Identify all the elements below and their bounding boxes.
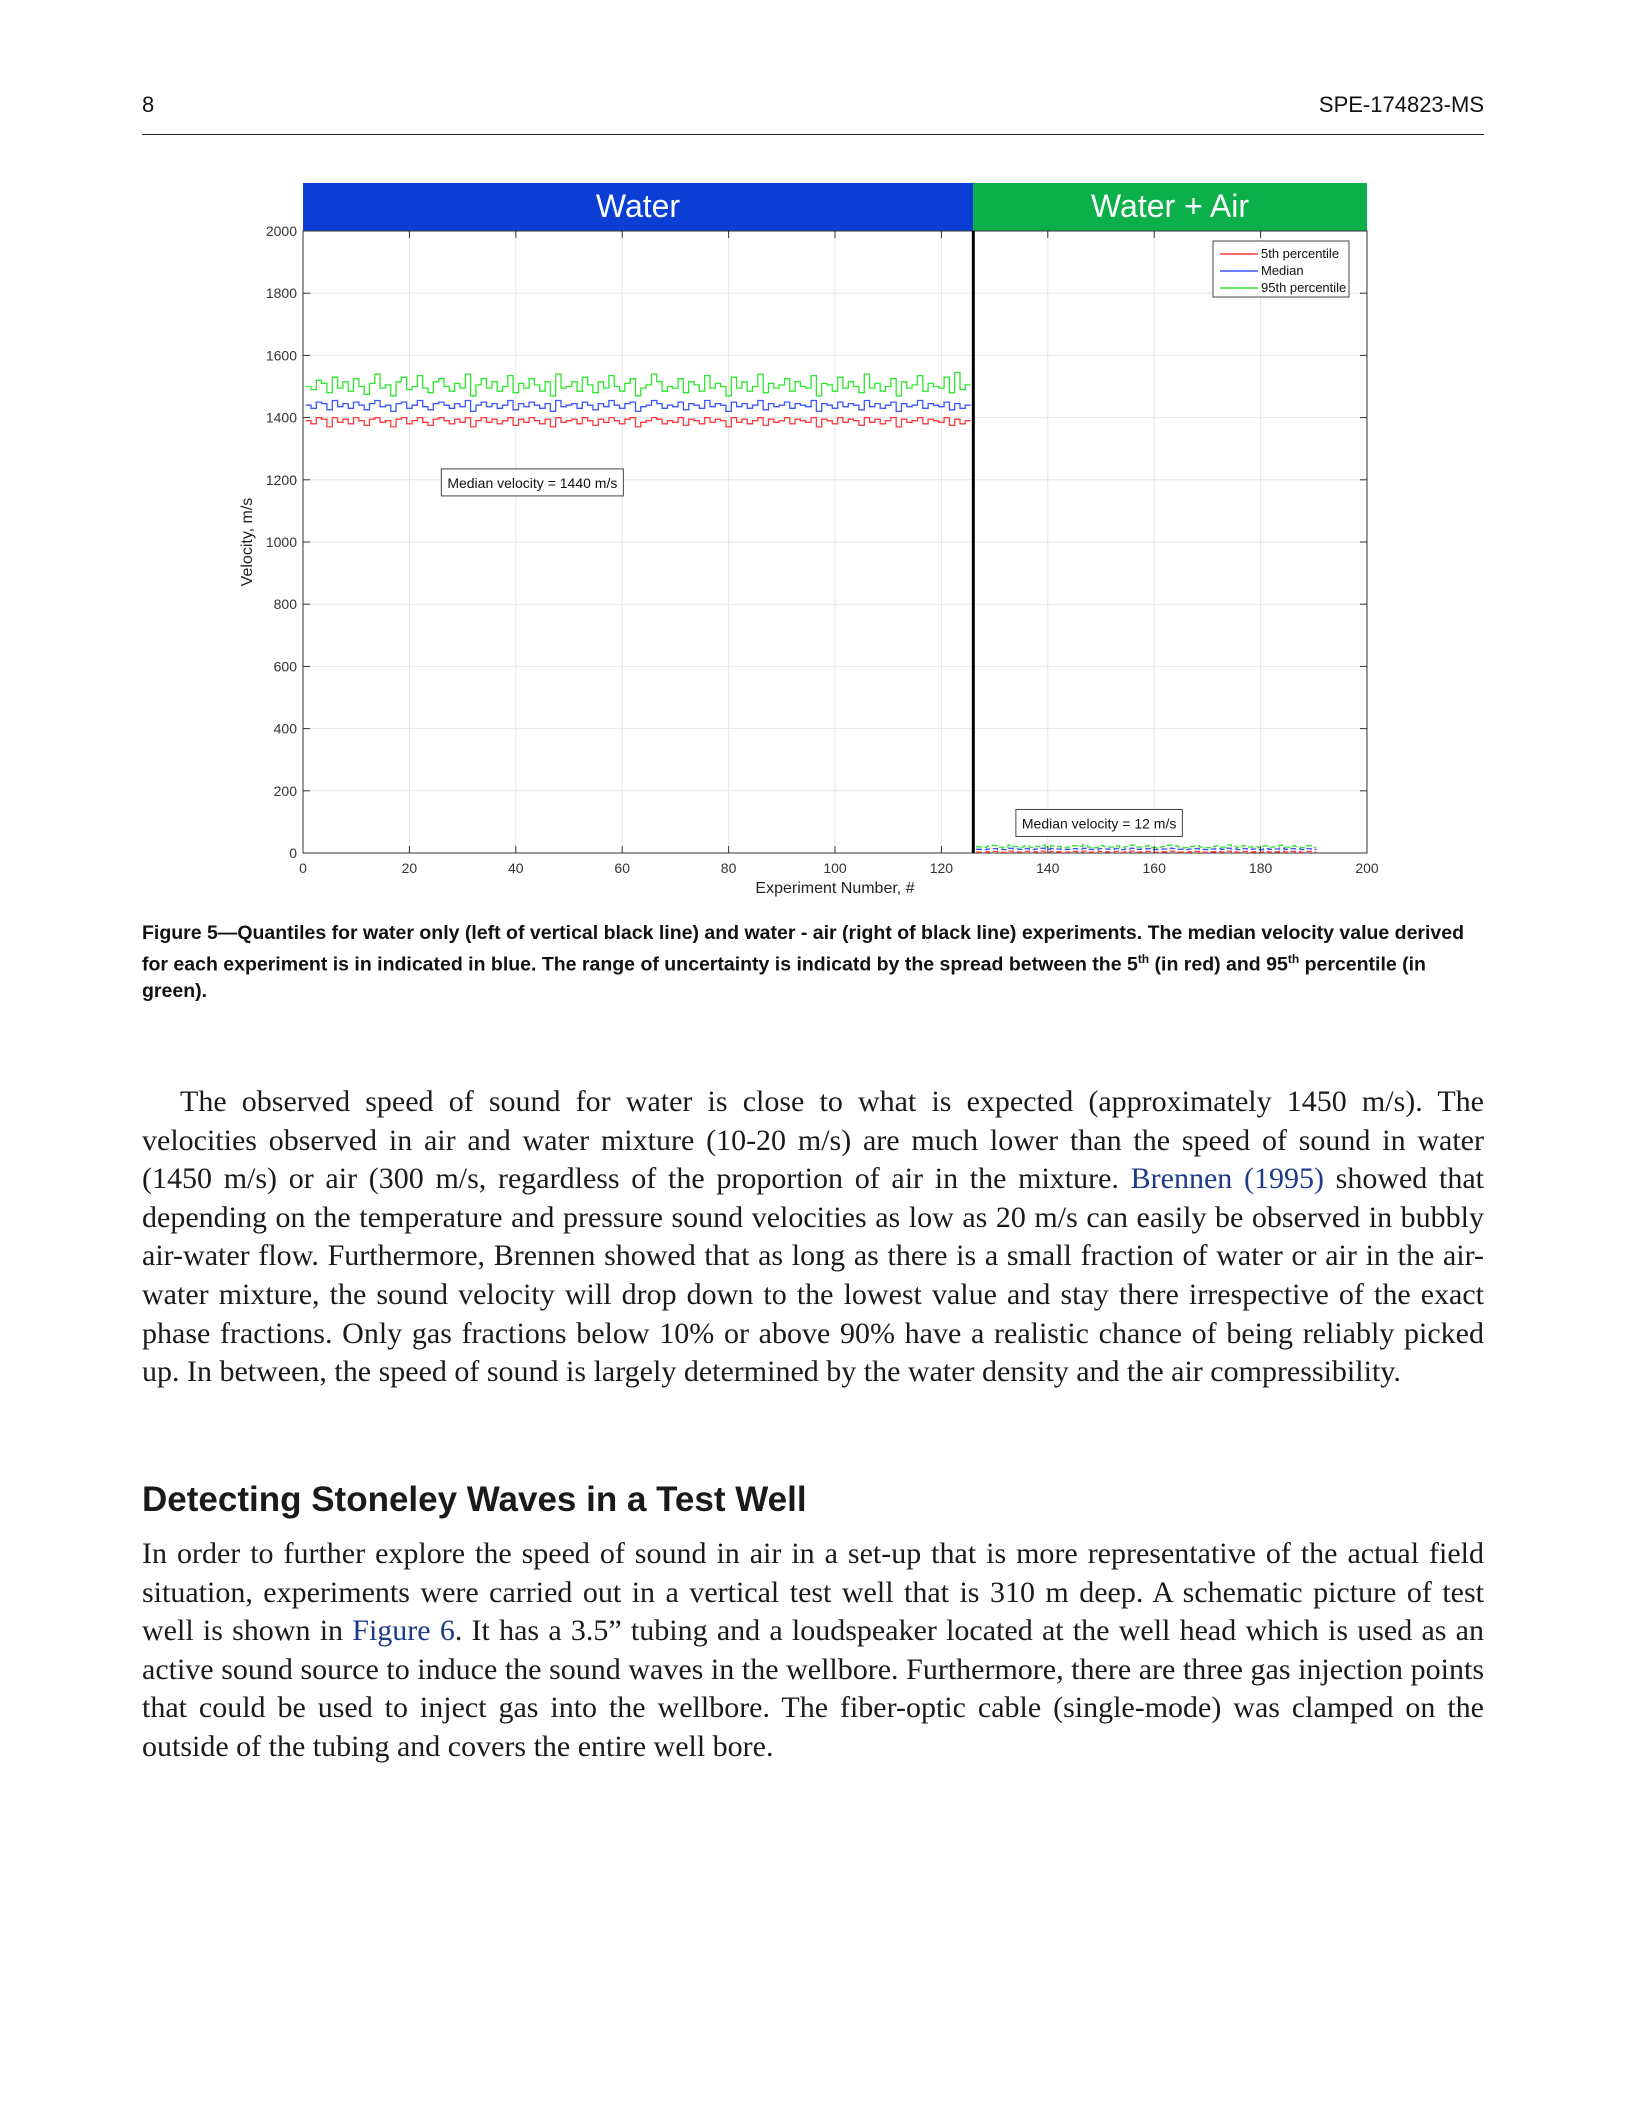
series-5th-percentile-water xyxy=(306,418,971,427)
document-id: SPE-174823-MS xyxy=(1318,92,1484,117)
figure-6-link[interactable]: Figure 6 xyxy=(352,1614,455,1648)
y-tick-label: 800 xyxy=(273,596,297,613)
x-tick-label: 100 xyxy=(823,860,847,876)
x-tick-label: 160 xyxy=(1142,860,1166,876)
banner-water-air-label: Water + Air xyxy=(1091,188,1249,224)
y-tick-label: 1400 xyxy=(265,409,297,426)
grid xyxy=(303,231,1367,853)
y-tick-label: 0 xyxy=(289,845,297,861)
paragraph-2-text-a: In order to further explore the speed of sound in air in a set-up that is more representative of the actual field situation, experiments were carried out in a vertical test well that is 310 m deep. A schematic picture of test well is shown in xyxy=(142,1537,1484,1648)
series-5th-percentile-air xyxy=(976,851,1317,852)
body-paragraph-1 xyxy=(142,1083,1484,1392)
x-tick-label: 80 xyxy=(720,860,737,876)
y-tick-label: 1200 xyxy=(265,471,297,488)
legend-label-p95: 95th percentile xyxy=(1261,280,1347,295)
legend xyxy=(1213,241,1349,297)
annotation-label-2: Median velocity = 12 m/s xyxy=(1021,815,1177,832)
x-tick-label: 60 xyxy=(614,860,630,876)
x-tick-label: 20 xyxy=(401,860,418,876)
x-axis-label: Experiment Number, # xyxy=(755,880,915,897)
x-tick-label: 40 xyxy=(508,860,524,876)
figure-5 xyxy=(230,175,1390,915)
legend-label-median: Median xyxy=(1261,263,1304,278)
x-tick-label: 140 xyxy=(1036,860,1060,876)
annotation-label-1: Median velocity = 1440 m/s xyxy=(447,474,618,491)
y-tick-label: 1600 xyxy=(265,347,297,364)
y-tick-label: 1000 xyxy=(265,534,297,550)
header-rule xyxy=(142,134,1484,135)
caption-mid: (in red) and 95 xyxy=(1149,953,1288,976)
section-heading: Detecting Stoneley Waves in a Test Well xyxy=(142,1480,807,1519)
velocity-chart xyxy=(230,175,1390,915)
x-tick-label: 180 xyxy=(1248,860,1273,876)
x-tick-label: 0 xyxy=(299,860,307,876)
citation-link-brennen[interactable]: Brennen (1995) xyxy=(1130,1162,1324,1196)
axes-group xyxy=(266,223,1379,876)
series-group xyxy=(306,373,1317,853)
caption-sup-2: th xyxy=(1287,952,1300,966)
y-axis-label: Velocity, m/s xyxy=(239,497,256,587)
banner-water-label: Water xyxy=(595,188,681,224)
caption-end: percentile (in green). xyxy=(142,953,1426,1002)
series-median-water xyxy=(306,401,971,412)
paragraph-2-text-b: . It has a 3.5” tubing and a loudspeaker located at the well head which is used as an active sound source to induce the sound waves in the wellbore. Furthermore, there are three gas injection points that could be used to inject gas into the wellbore. The fiber-optic cable (single-mode) was clamped on the outside of the tubing and covers the entire well bore. xyxy=(142,1614,1484,1763)
legend-label-p5: 5th percentile xyxy=(1261,246,1340,261)
caption-text: Figure 5—Quantiles for water only (left of vertical black line) and water - air (right of black line) experiments. The median velocity value derived for each experiment is in indicated in blue. The range of uncertainty is indicatd by the spread between the 5 xyxy=(142,922,1465,976)
annotations xyxy=(441,469,1182,837)
x-tick-label: 200 xyxy=(1355,860,1379,876)
y-tick-label: 200 xyxy=(273,782,297,799)
series-95th-percentile-air xyxy=(976,845,1317,848)
body-paragraph-2 xyxy=(142,1535,1484,1767)
y-tick-label: 600 xyxy=(273,658,297,675)
series-95th-percentile-water xyxy=(306,373,971,396)
y-tick-label: 1800 xyxy=(265,285,297,302)
y-tick-label: 2000 xyxy=(265,223,297,239)
figure-caption xyxy=(142,920,1484,1004)
paragraph-1-text-b: showed that depending on the temperature and pressure sound velocities as low as 20 m/s can easily be observed in bubbly air-water flow. Furthermore, Brennen showed that as long as there is a small fraction of water or air in the air-water mixture, the sound velocity will drop down to the lowest value and stay there irrespective of the exact phase fractions. Only gas fractions below 10% or above 90% have a realistic chance of being reliably picked up. In between, the speed of sound is largely determined by the water density and the air compressibility. xyxy=(142,1162,1484,1389)
series-median-air xyxy=(976,848,1317,849)
x-tick-label: 120 xyxy=(929,860,954,876)
page-number: 8 xyxy=(142,92,155,117)
paragraph-1-text-a: The observed speed of sound for water is close to what is expected (approximately 1450 m/s). The velocities observed in air and water mixture (10-20 m/s) are much lower than the speed of sound in water (1450 m/s) or air (300 m/s, regardless of the proportion of air in the mixture. xyxy=(142,1085,1484,1196)
y-tick-label: 400 xyxy=(273,720,297,737)
caption-sup-1: th xyxy=(1137,952,1150,966)
